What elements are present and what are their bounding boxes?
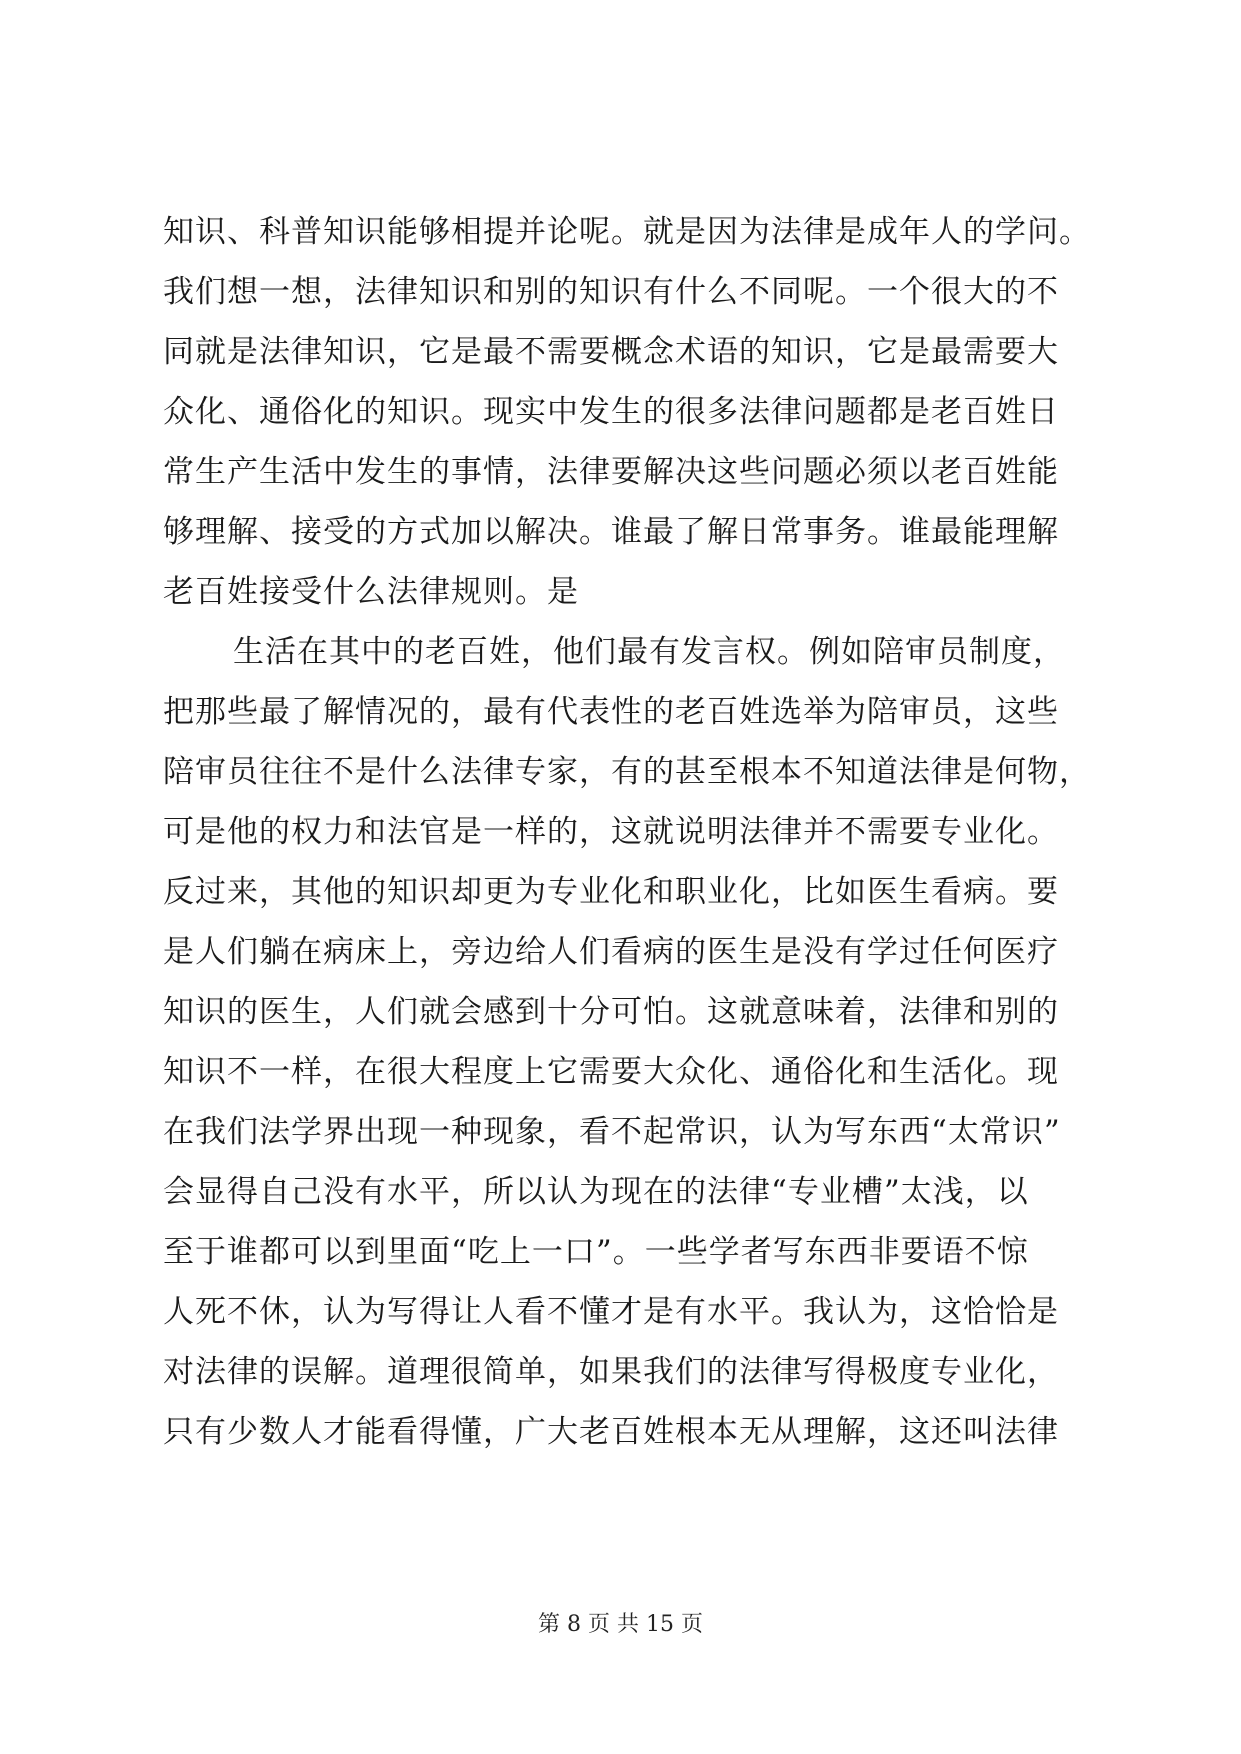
paragraph-first-line: 生活在其中的老百姓，他们最有发言权。例如陪审员制度， <box>233 634 1065 670</box>
text-line: 常生产生活中发生的事情，法律要解决这些问题必须以老百姓能 <box>163 454 1059 490</box>
text-line: 众化、通俗化的知识。现实中发生的很多法律问题都是老百姓日 <box>163 394 1059 430</box>
text-line: 是人们躺在病床上，旁边给人们看病的医生是没有学过任何医疗 <box>163 934 1059 970</box>
text-line: 至于谁都可以到里面“吃上一口”。一些学者写东西非要语不惊 <box>163 1234 1029 1270</box>
text-line: 人死不休，认为写得让人看不懂才是有水平。我认为，这恰恰是 <box>163 1294 1059 1330</box>
text-line: 知识的医生，人们就会感到十分可怕。这就意味着，法律和别的 <box>163 994 1059 1030</box>
text-line: 陪审员往往不是什么法律专家，有的甚至根本不知道法律是何物， <box>163 754 1091 790</box>
text-line: 在我们法学界出现一种现象，看不起常识，认为写东西“太常识” <box>163 1114 1061 1150</box>
text-line: 对法律的误解。道理很简单，如果我们的法律写得极度专业化， <box>163 1354 1059 1390</box>
text-line: 知识、科普知识能够相提并论呢。就是因为法律是成年人的学问。 <box>163 214 1091 250</box>
text-line: 知识不一样，在很大程度上它需要大众化、通俗化和生活化。现 <box>163 1054 1059 1090</box>
text-line: 会显得自己没有水平，所以认为现在的法律“专业槽”太浅，以 <box>163 1174 1029 1210</box>
text-line: 老百姓接受什么法律规则。是 <box>163 574 579 610</box>
text-line: 可是他的权力和法官是一样的，这就说明法律并不需要专业化。 <box>163 814 1059 850</box>
text-line: 同就是法律知识，它是最不需要概念术语的知识，它是最需要大 <box>163 334 1059 370</box>
text-line: 够理解、接受的方式加以解决。谁最了解日常事务。谁最能理解 <box>163 514 1059 550</box>
page-number-footer: 第 8 页 共 15 页 <box>538 1612 703 1637</box>
text-line: 只有少数人才能看得懂，广大老百姓根本无从理解，这还叫法律 <box>163 1414 1059 1450</box>
text-line: 把那些最了解情况的，最有代表性的老百姓选举为陪审员，这些 <box>163 694 1059 730</box>
text-line: 反过来，其他的知识却更为专业化和职业化，比如医生看病。要 <box>163 874 1059 910</box>
text-line: 我们想一想，法律知识和别的知识有什么不同呢。一个很大的不 <box>163 274 1059 310</box>
